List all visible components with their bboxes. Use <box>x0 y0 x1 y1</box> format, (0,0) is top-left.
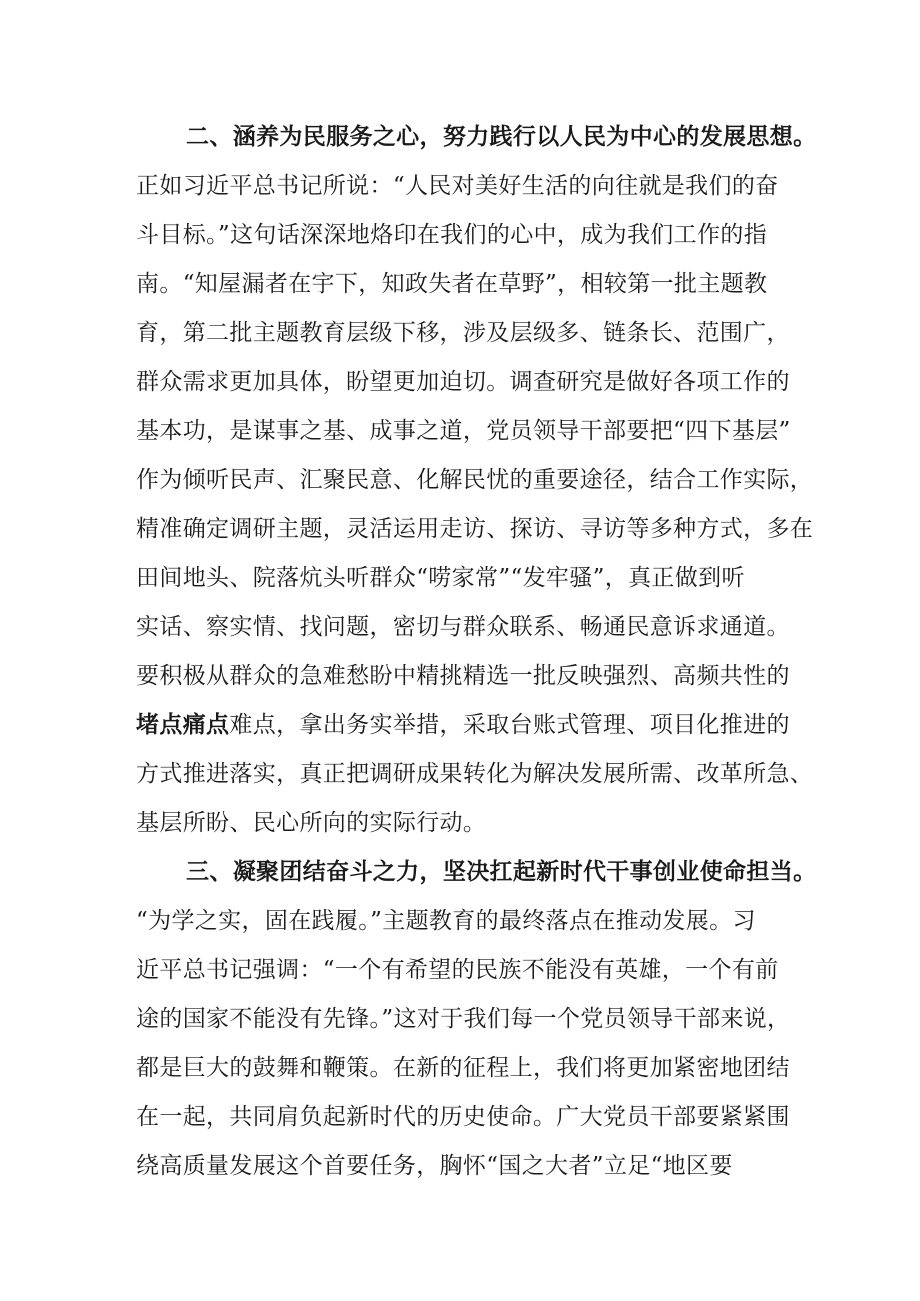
body-line: 近平总书记强调：“一个有希望的民族不能没有英雄，一个有前 <box>136 957 779 983</box>
body-line: 方式推进落实，真正把调研成果转化为解决发展所需、改革所急、 <box>136 761 814 787</box>
section-3-heading: 三、凝聚团结奋斗之力，坚决扛起新时代干事创业使命担当。 <box>186 858 817 885</box>
emphasis-rest-text: 难点，拿出务实举措，采取台账式管理、项目化推进的 <box>229 712 790 738</box>
body-line: 育，第二批主题教育层级下移，涉及层级多、链条长、范围广， <box>136 320 790 346</box>
body-line: 都是巨大的鼓舞和鞭策。在新的征程上，我们将更加紧密地团结 <box>136 1055 790 1081</box>
body-line: 精准确定调研主题，灵活运用走访、探访、寻访等多种方式，多在 <box>136 516 814 542</box>
body-line: 作为倾听民声、汇聚民意、化解民忧的重要途径，结合工作实际， <box>136 467 814 493</box>
emphasis-line <box>136 711 816 739</box>
body-line: 田间地头、院落炕头听群众“唠家常”“发牢骚”，真正做到听 <box>136 565 745 591</box>
body-line: 群众需求更加具体，盼望更加迫切。调查研究是做好各项工作的 <box>136 369 790 395</box>
body-line: 正如习近平总书记所说：“人民对美好生活的向往就是我们的奋 <box>136 173 779 199</box>
body-line: 途的国家不能没有先锋。”这对于我们每一个党员领导干部来说， <box>136 1006 791 1032</box>
body-line: 南。“知屋漏者在宇下，知政失者在草野”，相较第一批主题教 <box>136 271 768 297</box>
section-2-heading: 二、涵养为民服务之心，努力践行以人民为中心的发展思想。 <box>186 123 817 150</box>
body-line: 斗目标。”这句话深深地烙印在我们的心中，成为我们工作的指 <box>136 222 768 248</box>
body-line: 基本功，是谋事之基、成事之道，党员领导干部要把“四下基层” <box>136 418 791 444</box>
body-line: “为学之实，固在践履。”主题教育的最终落点在推动发展。习 <box>136 908 756 934</box>
body-line: 绕高质量发展这个首要任务，胸怀“国之大者”立足“地区要 <box>136 1153 733 1179</box>
body-line: 要积极从群众的急难愁盼中精挑精选一批反映强烈、高频共性的 <box>136 663 790 689</box>
body-line: 实话、察实情、找问题，密切与群众联系、畅通民意诉求通道。 <box>136 614 790 640</box>
body-line: 在一起，共同肩负起新时代的历史使命。广大党员干部要紧紧围 <box>136 1104 790 1130</box>
emphasis-bold-text: 堵点痛点 <box>136 711 230 738</box>
body-line: 基层所盼、民心所向的实际行动。 <box>136 810 487 836</box>
